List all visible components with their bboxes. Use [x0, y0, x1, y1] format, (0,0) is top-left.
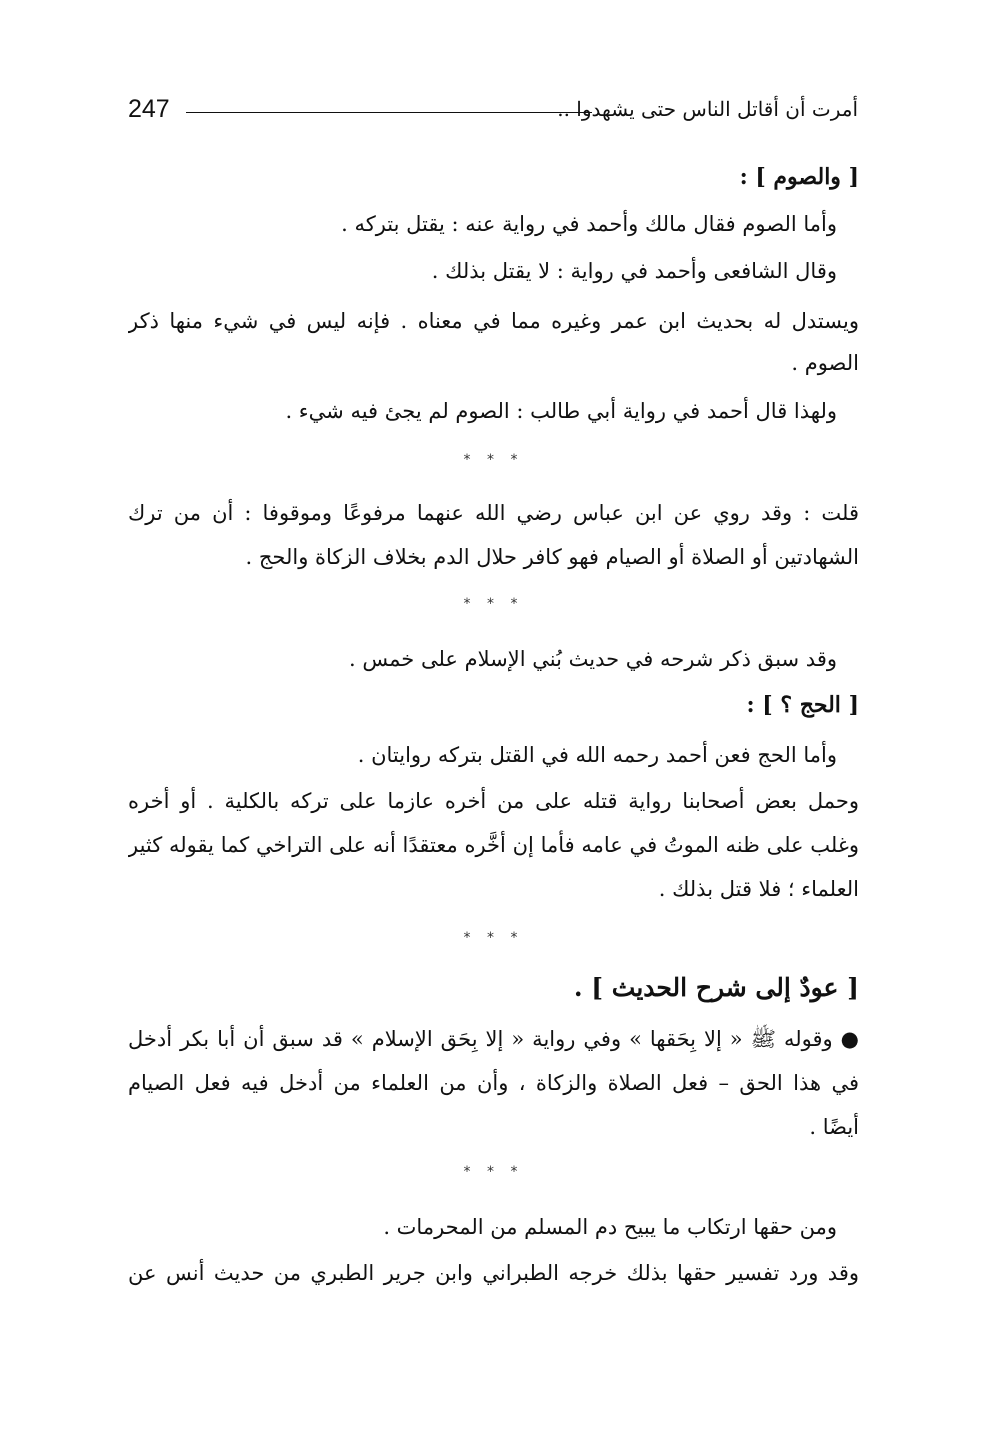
paragraph-text: ومن حقها ارتكاب ما يبيح دم المسلم من المحرمات .: [383, 1215, 837, 1239]
section-heading-fasting: [ والصوم ] :: [739, 164, 859, 190]
section-separator: * * *: [463, 1164, 524, 1180]
section-heading-return: [ عودٌ إلى شرح الحديث ] .: [573, 973, 859, 1002]
paragraph-text: ويستدل له بحديث ابن عمر وغيره مما في معناه . فإنه ليس في شيء منها ذكر: [128, 309, 859, 333]
paragraph-text: الصوم .: [791, 351, 859, 375]
paragraph-text: في هذا الحق – فعل الصلاة والزكاة ، وأن من العلماء من أدخل فيه فعل الصيام: [128, 1071, 859, 1095]
section-separator: * * *: [463, 930, 524, 946]
running-title: أمرت أن أقاتل الناس حتى يشهدوا ..: [557, 97, 858, 121]
header-rule: [186, 112, 592, 113]
paragraph-text: العلماء ؛ فلا قتل بذلك .: [658, 877, 859, 901]
paragraph-text: وقد ورد تفسير حقها بذلك خرجه الطبراني وابن جرير الطبري من حديث أنس عن: [128, 1261, 859, 1285]
section-heading-hajj: [ الحج ؟ ] :: [746, 692, 859, 718]
running-header: [128, 92, 858, 126]
paragraph-text: أيضًا .: [809, 1115, 859, 1139]
paragraph-text: ولهذا قال أحمد في رواية أبي طالب : الصوم لم يجئ فيه شيء .: [285, 399, 837, 423]
paragraph-text: وغلب على ظنه الموتُ في عامه فأما إن أخَّره معتقدًا أنه على التراخي كما يقوله كثير: [128, 833, 859, 857]
section-separator: * * *: [463, 596, 524, 612]
paragraph-text: وأما الحج فعن أحمد رحمه الله في القتل بتركه روايتان .: [357, 743, 837, 767]
paragraph-text: وقال الشافعى وأحمد في رواية : لا يقتل بذلك .: [431, 259, 837, 283]
paragraph-text: الشهادتين أو الصلاة أو الصيام فهو كافر حلال الدم بخلاف الزكاة والحج .: [245, 545, 859, 569]
paragraph-text: وحمل بعض أصحابنا رواية قتله على من أخره عازما على تركه بالكلية . أو أخره: [128, 789, 859, 813]
paragraph-text: وقد سبق ذكر شرحه في حديث بُني الإسلام على خمس .: [349, 647, 837, 671]
paragraph-text: قلت : وقد روي عن ابن عباس رضي الله عنهما مرفوعًا وموقوفا : أن من ترك: [128, 501, 859, 525]
paragraph-text: وأما الصوم فقال مالك وأحمد في رواية عنه : يقتل بتركه .: [341, 212, 837, 236]
section-separator: * * *: [463, 452, 524, 468]
paragraph-text: ● وقوله ﷺ « إلا بِحَقها » وفي رواية « إلا بِحَق الإسلام » قد سبق أن أبا بكر أدخل: [128, 1027, 859, 1051]
page-number: 247: [128, 95, 170, 123]
